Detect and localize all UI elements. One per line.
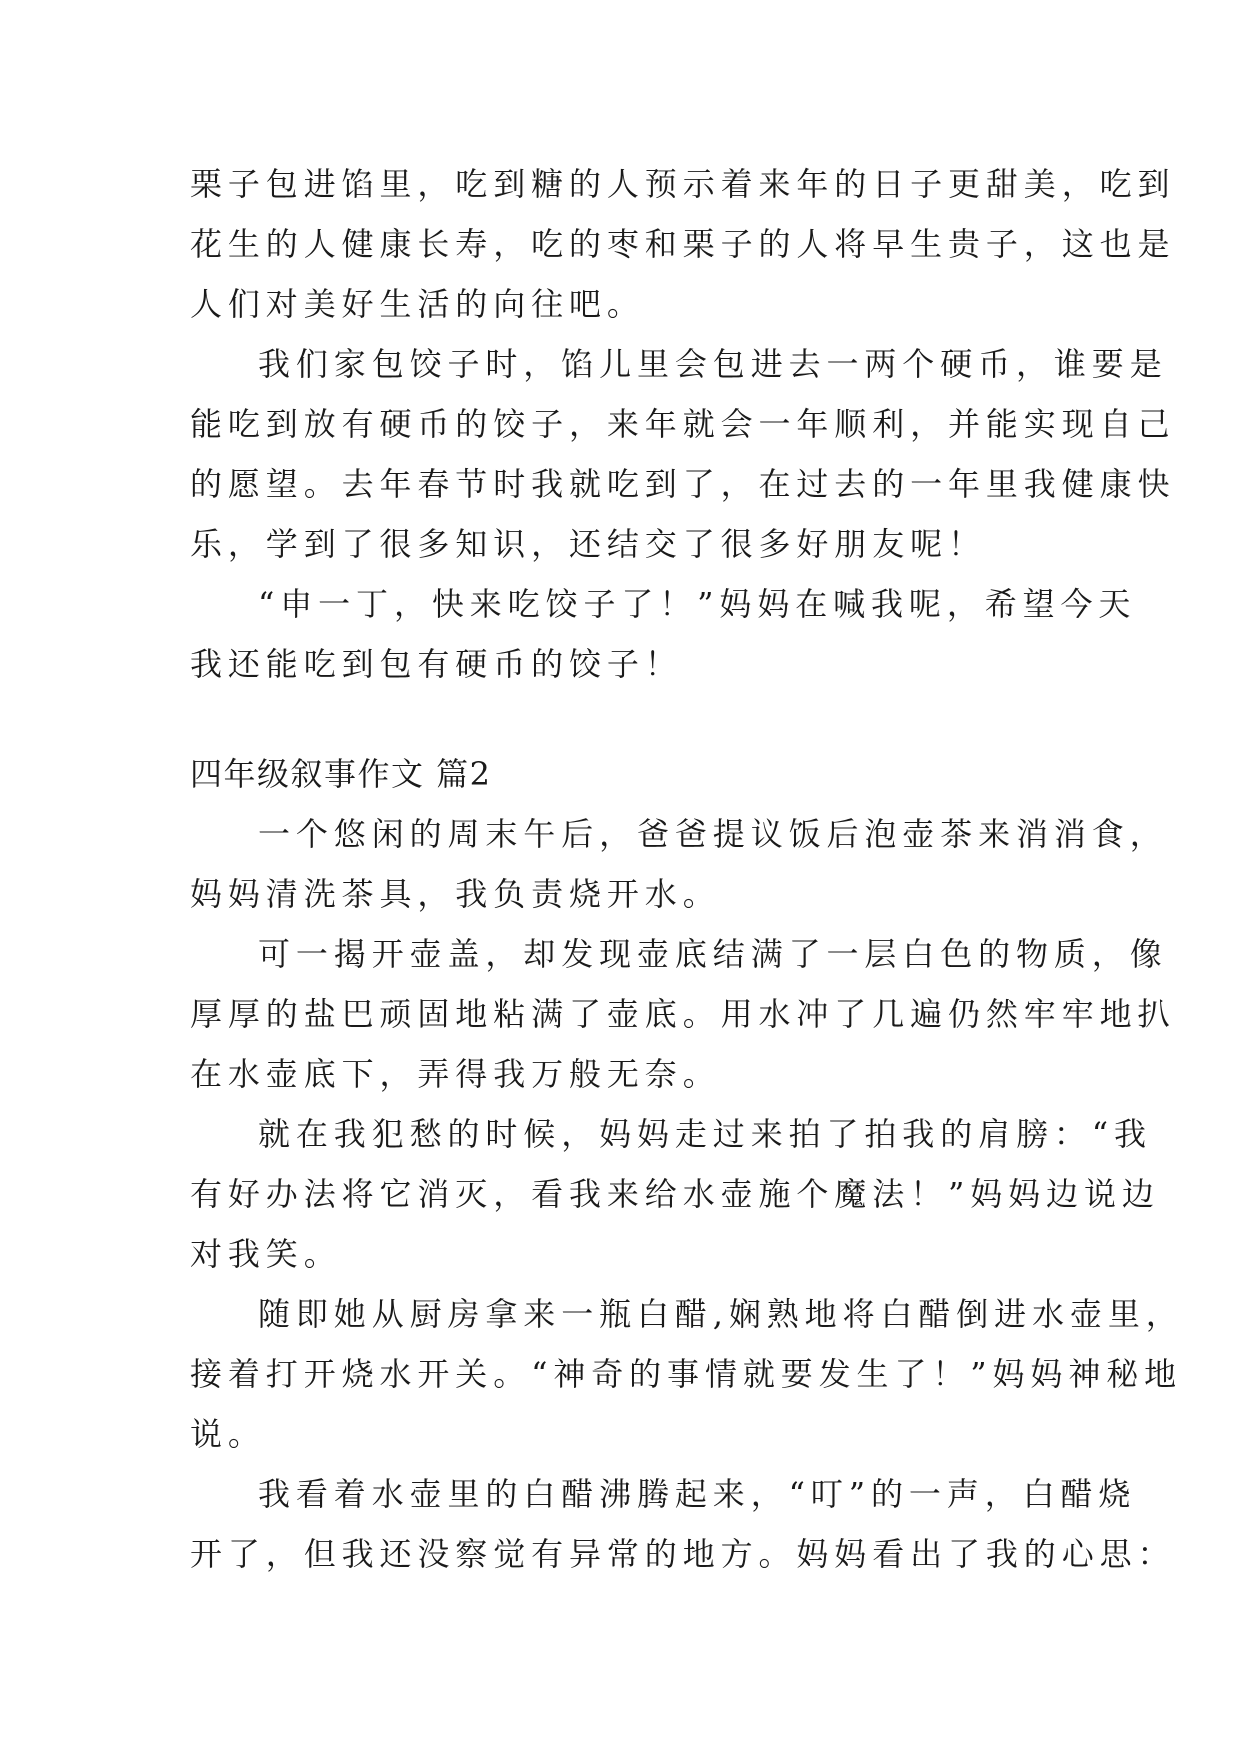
paragraph-5-line-2: 厚厚的盐巴顽固地粘满了壶底。用水冲了几遍仍然牢牢地扒 (190, 995, 1176, 1033)
paragraph-3-line-1: “申一丁，快来吃饺子了！”妈妈在喊我呢，希望今天 (258, 585, 1137, 623)
paragraph-2-line-4: 乐，学到了很多知识，还结交了很多好朋友呢！ (190, 525, 986, 563)
paragraph-2-line-1: 我们家包饺子时，馅儿里会包进去一两个硬币，谁要是 (258, 345, 1168, 383)
paragraph-2-line-2: 能吃到放有硬币的饺子，来年就会一年顺利，并能实现自己 (190, 405, 1176, 443)
essay-2-title: 四年级叙事作文 篇2 (190, 755, 492, 793)
paragraph-5-line-1: 可一揭开壶盖，却发现壶底结满了一层白色的物质，像 (258, 935, 1168, 973)
paragraph-6-line-3: 对我笑。 (190, 1235, 342, 1273)
paragraph-8-line-2: 开了，但我还没察觉有异常的地方。妈妈看出了我的心思： (190, 1535, 1176, 1573)
paragraph-4-line-2: 妈妈清洗茶具，我负责烧开水。 (190, 875, 721, 913)
paragraph-1-line-2: 花生的人健康长寿，吃的枣和栗子的人将早生贵子，这也是 (190, 225, 1176, 263)
paragraph-7-line-1: 随即她从厨房拿来一瓶白醋,娴熟地将白醋倒进水壶里， (258, 1295, 1184, 1333)
paragraph-4-line-1: 一个悠闲的周末午后，爸爸提议饭后泡壶茶来消消食， (258, 815, 1168, 853)
paragraph-6-line-1: 就在我犯愁的时候，妈妈走过来拍了拍我的肩膀：“我 (258, 1115, 1152, 1153)
paragraph-3-line-2: 我还能吃到包有硬币的饺子！ (190, 645, 683, 683)
paragraph-2-line-3: 的愿望。去年春节时我就吃到了，在过去的一年里我健康快 (190, 465, 1176, 503)
paragraph-7-line-3: 说。 (190, 1415, 266, 1453)
paragraph-1-line-1: 栗子包进馅里，吃到糖的人预示着来年的日子更甜美，吃到 (190, 165, 1176, 203)
paragraph-5-line-3: 在水壶底下，弄得我万般无奈。 (190, 1055, 721, 1093)
paragraph-8-line-1: 我看着水壶里的白醋沸腾起来，“叮”的一声，白醋烧 (258, 1475, 1137, 1513)
paragraph-7-line-2: 接着打开烧水开关。“神奇的事情就要发生了！”妈妈神秘地 (190, 1355, 1183, 1393)
paragraph-1-line-3: 人们对美好生活的向往吧。 (190, 285, 645, 323)
paragraph-6-line-2: 有好办法将它消灭，看我来给水壶施个魔法！”妈妈边说边 (190, 1175, 1160, 1213)
